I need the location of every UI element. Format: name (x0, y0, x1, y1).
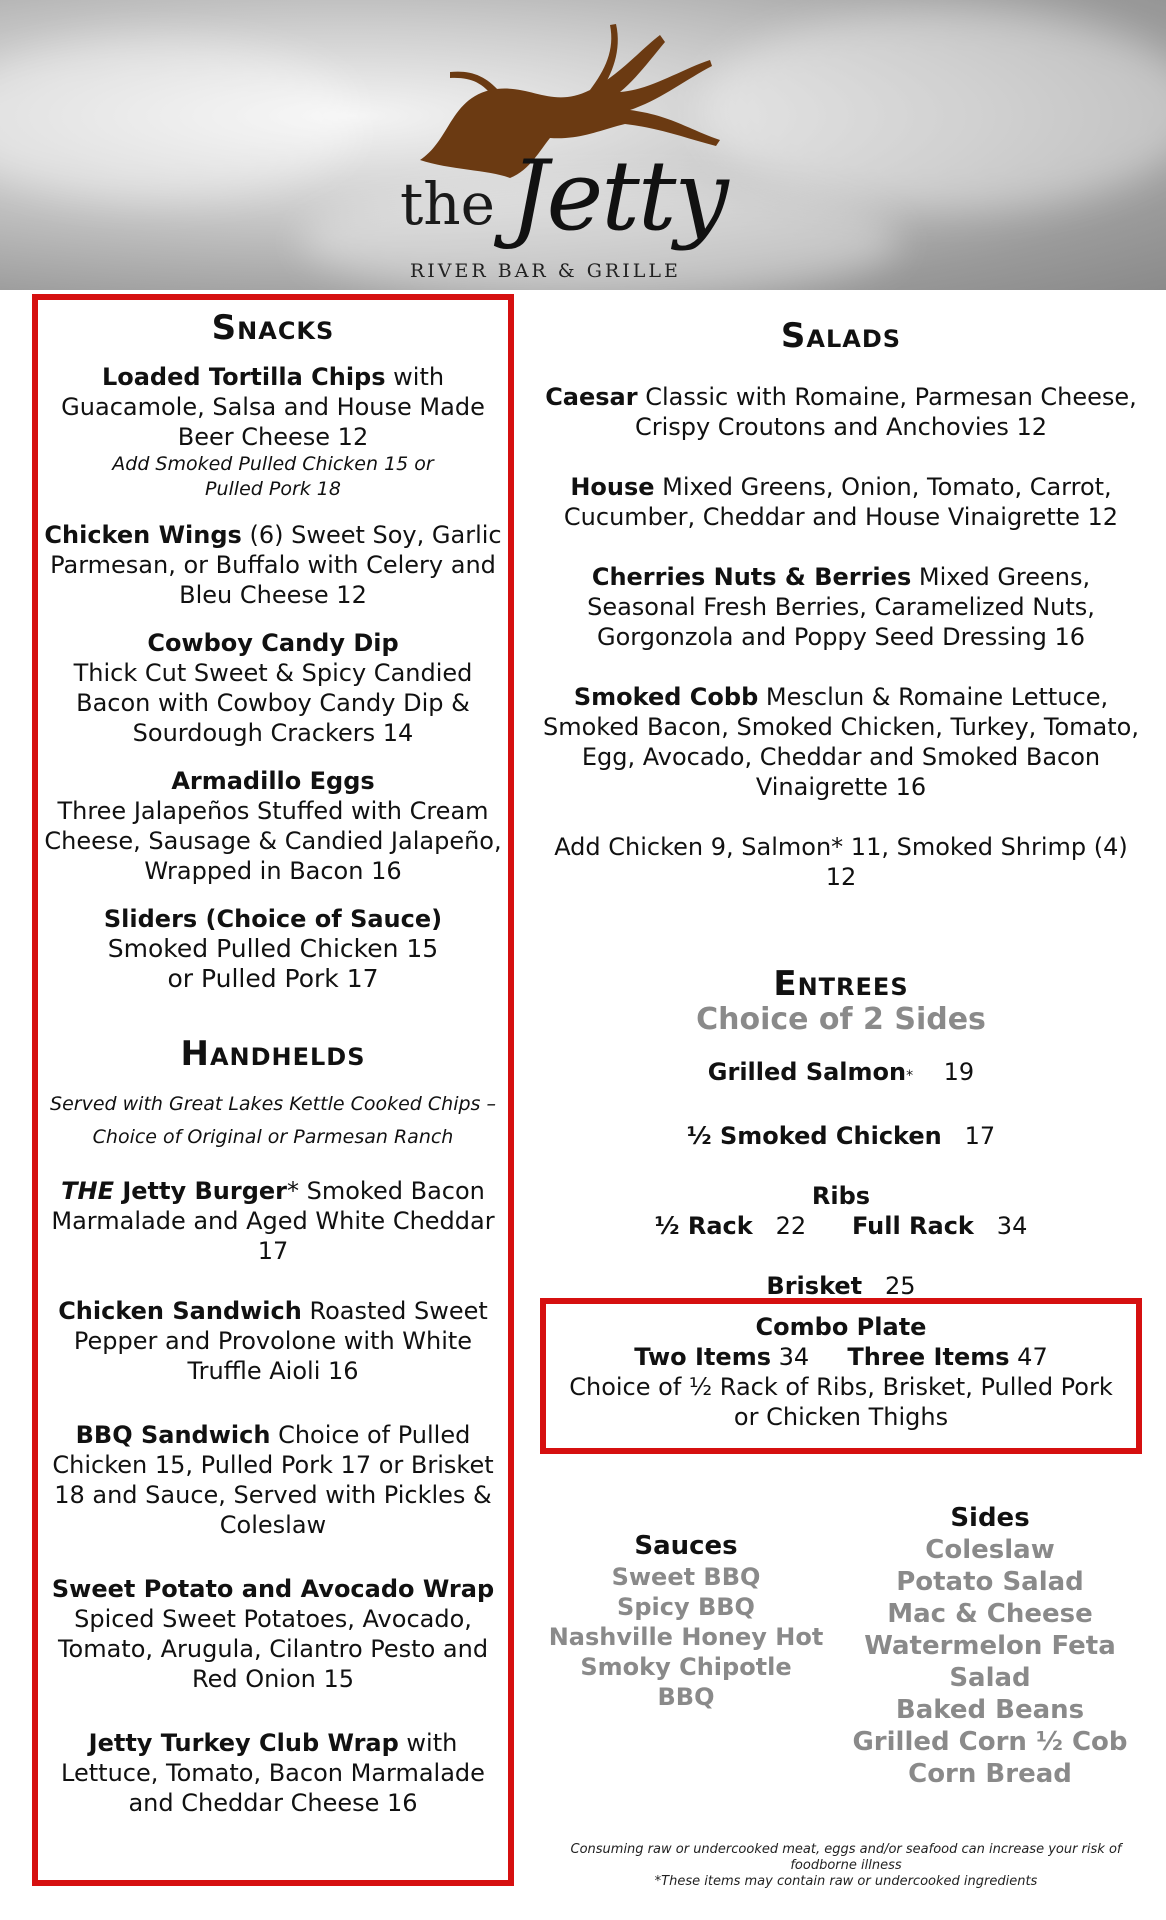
salad-addons: Add Chicken 9, Salmon* 11, Smoked Shrimp (4) 12 (554, 833, 1128, 891)
disclaimer-line-2: *These items may contain raw or undercooked ingredients (654, 1874, 1038, 1889)
menu-item-smoked-cobb (536, 682, 1146, 802)
item-desc: Spiced Sweet Potatoes, Avocado, Tomato, Arugula, Cilantro Pesto and Red Onion 15 (57, 1605, 489, 1693)
item-desc: Choice of Pulled Chicken 15, Pulled Pork 17 or Brisket 18 and Sauce, Served with Pickles & Coleslaw (52, 1421, 494, 1539)
item-name: Caesar (545, 383, 638, 411)
sauces-list (548, 1530, 824, 1712)
sides-title: Sides (950, 1503, 1030, 1533)
footer-disclaimer (546, 1842, 1146, 1890)
list-item: Corn Bread (908, 1759, 1072, 1789)
item-price: 17 (964, 1122, 996, 1150)
list-item: Grilled Corn ½ Cob (852, 1727, 1128, 1757)
combo-title: Combo Plate (755, 1313, 927, 1341)
item-name: Smoked Cobb (573, 683, 759, 711)
combo-plate (560, 1312, 1122, 1432)
list-item: Baked Beans (895, 1695, 1085, 1725)
menu-item-chicken-wings (44, 520, 502, 610)
logo-subtitle: RIVER BAR & GRILLE (410, 260, 681, 282)
menu-item-house-salad (536, 472, 1146, 532)
item-name: Armadillo Eggs (171, 767, 375, 795)
handhelds-title: Handhelds (180, 1034, 366, 1074)
item-name: Sliders (Choice of Sauce) (103, 905, 443, 933)
item-name: ½ Smoked Chicken (686, 1122, 942, 1150)
item-name: Jetty Turkey Club Wrap (88, 1729, 399, 1757)
menu-item-sweet-potato-wrap (44, 1574, 502, 1694)
item-name: BBQ Sandwich (75, 1421, 271, 1449)
item-name-prefix: THE (61, 1177, 114, 1205)
disclaimer-line-1: Consuming raw or undercooked meat, eggs and/or seafood can increase your risk of foodborne illness (570, 1842, 1122, 1873)
logo-the-text: the (400, 170, 495, 238)
right-column (536, 312, 1146, 1319)
ribs-full-price: 34 (996, 1212, 1028, 1240)
entree-brisket (536, 1271, 1146, 1301)
item-desc: Smoked Pulled Chicken 15 or Pulled Pork 17 (107, 934, 439, 993)
raw-mark: * (287, 1177, 299, 1205)
left-column (44, 304, 502, 1836)
list-item: Coleslaw (925, 1535, 1055, 1565)
menu-item-sliders (44, 904, 502, 994)
item-name: Chicken Wings (44, 521, 242, 549)
menu-item-cowboy-candy-dip (44, 628, 502, 748)
ribs-half-price: 22 (775, 1212, 807, 1240)
list-item: Watermelon Feta Salad (864, 1631, 1116, 1693)
item-desc: Thick Cut Sweet & Spicy Candied Bacon with Cowboy Candy Dip & Sourdough Crackers 14 (73, 659, 473, 747)
menu-item-jetty-burger (44, 1176, 502, 1266)
item-price: 25 (885, 1272, 916, 1300)
combo-two-price: 34 (778, 1343, 810, 1371)
logo (390, 20, 750, 280)
entree-ribs (536, 1181, 1146, 1241)
menu-item-chicken-sandwich (44, 1296, 502, 1386)
item-desc: Mixed Greens, Seasonal Fresh Berries, Caramelized Nuts, Gorgonzola and Poppy Seed Dressing 16 (587, 563, 1095, 651)
item-name: Jetty Burger (113, 1177, 287, 1205)
snacks-title: Snacks (211, 308, 335, 348)
item-desc: Classic with Romaine, Parmesan Cheese, Crispy Croutons and Anchovies 12 (634, 383, 1137, 441)
handhelds-note: Served with Great Lakes Kettle Cooked Chips – Choice of Original or Parmesan Ranch (50, 1093, 496, 1148)
raw-mark: * (906, 1068, 914, 1084)
list-item: Smoky Chipotle BBQ (580, 1653, 792, 1711)
entree-grilled-salmon (536, 1057, 1146, 1091)
list-item: Mac & Cheese (887, 1599, 1093, 1629)
item-name: Cherries Nuts & Berries (591, 563, 912, 591)
list-item: Sweet BBQ (611, 1563, 761, 1591)
item-note: Add Smoked Pulled Chicken 15 or Pulled Pork 18 (112, 453, 434, 500)
menu-item-loaded-tortilla-chips (44, 362, 502, 502)
item-name: Brisket (766, 1272, 863, 1300)
logo-jetty-text: Jetty (510, 140, 727, 252)
item-desc: with Guacamole, Salsa and House Made Beer Cheese 12 (61, 363, 485, 451)
item-desc: with Lettuce, Tomato, Bacon Marmalade and Cheddar Cheese 16 (61, 1729, 485, 1817)
sides-list (830, 1502, 1150, 1790)
salads-title: Salads (780, 316, 902, 356)
ribs-half-label: ½ Rack (654, 1212, 753, 1240)
ribs-full-label: Full Rack (851, 1212, 974, 1240)
combo-two-label: Two Items (634, 1343, 771, 1371)
list-item: Nashville Honey Hot (548, 1623, 824, 1651)
list-item: Spicy BBQ (617, 1593, 755, 1621)
item-desc: Mesclun & Romaine Lettuce, Smoked Bacon, Smoked Chicken, Turkey, Tomato, Egg, Avocado, Cheddar and Smoked Bacon Vinaigrette 16 (542, 683, 1139, 801)
item-name: Ribs (811, 1182, 871, 1210)
item-name: Chicken Sandwich (58, 1297, 302, 1325)
item-name: House (570, 473, 655, 501)
menu-item-armadillo-eggs (44, 766, 502, 886)
combo-three-label: Three Items (847, 1343, 1010, 1371)
item-desc: Smoked Bacon Marmalade and Aged White Cheddar 17 (51, 1177, 495, 1265)
item-name: Cowboy Candy Dip (147, 629, 399, 657)
combo-three-price: 47 (1017, 1343, 1048, 1371)
menu-item-caesar (536, 382, 1146, 442)
entrees-title: Entrees (773, 964, 909, 1004)
menu-item-turkey-club-wrap (44, 1728, 502, 1818)
list-item: Potato Salad (896, 1567, 1084, 1597)
combo-desc: Choice of ½ Rack of Ribs, Brisket, Pulled Pork or Chicken Thighs (569, 1373, 1113, 1431)
item-desc: Mixed Greens, Onion, Tomato, Carrot, Cucumber, Cheddar and House Vinaigrette 12 (563, 473, 1119, 531)
menu-item-bbq-sandwich (44, 1420, 502, 1540)
sauces-title: Sauces (634, 1531, 738, 1561)
item-desc: Roasted Sweet Pepper and Provolone with White Truffle Aioli 16 (73, 1297, 488, 1385)
header-banner (0, 0, 1166, 290)
item-name: Grilled Salmon (707, 1058, 907, 1086)
item-name: Loaded Tortilla Chips (101, 363, 386, 391)
item-desc: (6) Sweet Soy, Garlic Parmesan, or Buffalo with Celery and Bleu Cheese 12 (50, 521, 502, 609)
menu-item-cherries-nuts-berries (536, 562, 1146, 652)
item-name: Sweet Potato and Avocado Wrap (51, 1575, 495, 1603)
entree-smoked-chicken (536, 1121, 1146, 1151)
item-price: 19 (943, 1058, 975, 1086)
item-desc: Three Jalapeños Stuffed with Cream Cheese, Sausage & Candied Jalapeño, Wrapped in Bacon 16 (44, 797, 502, 885)
entrees-subtitle: Choice of 2 Sides (696, 1002, 986, 1037)
